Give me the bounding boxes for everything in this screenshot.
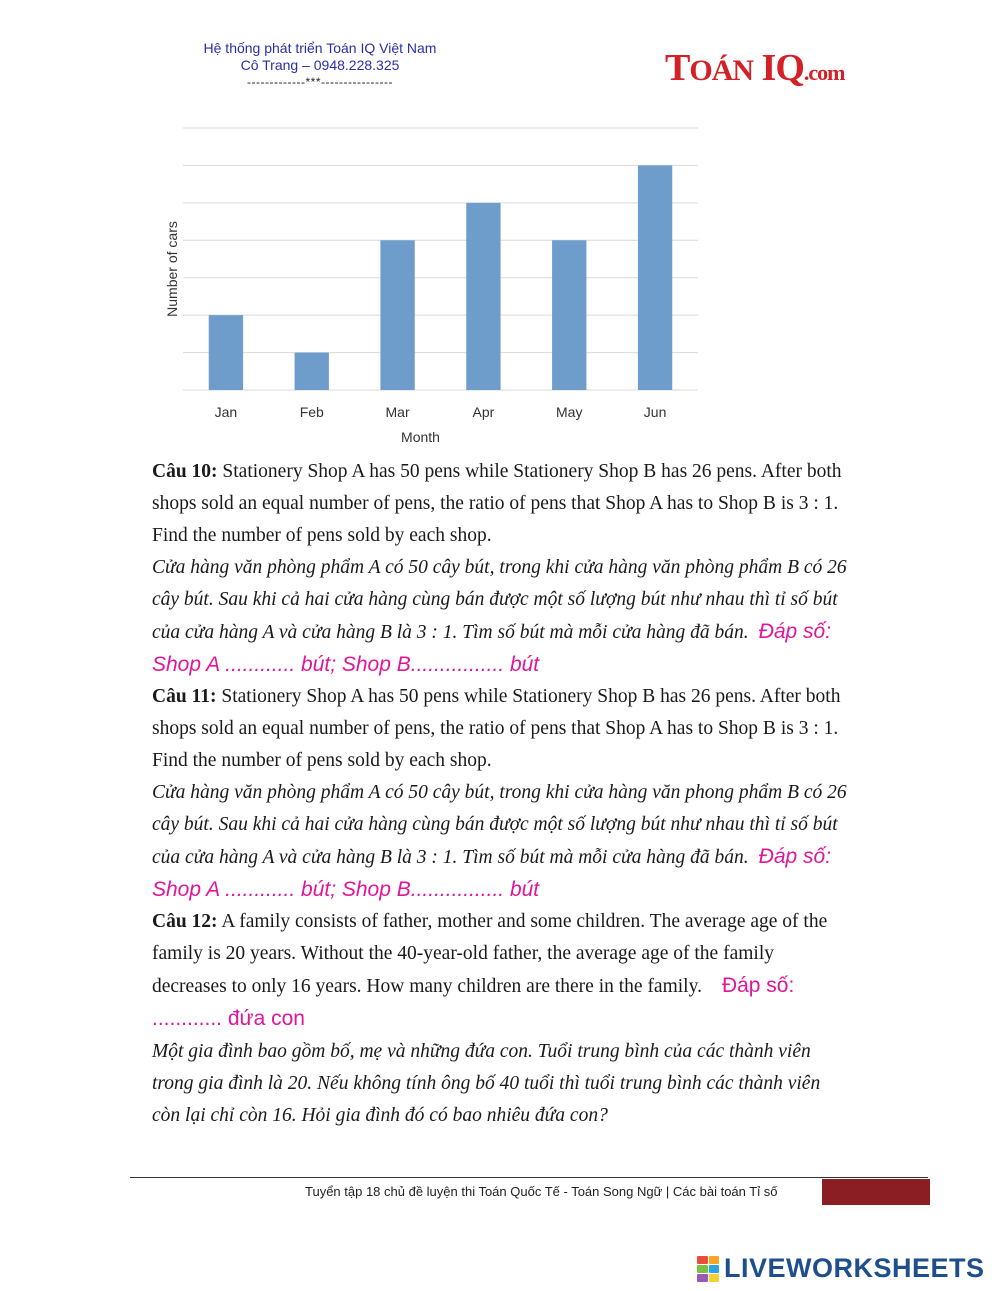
bar [380, 240, 414, 390]
answer-field[interactable]: Đáp số: Shop A ............ bút; Shop B................ bút [152, 620, 832, 676]
header-org: Hệ thống phát triển Toán IQ Việt Nam [203, 40, 437, 56]
bar [466, 203, 500, 390]
question-12 [152, 906, 852, 1132]
bar [295, 353, 329, 390]
question-text-en: Stationery Shop A has 50 pens while Stationery Shop B has 26 pens. After both shops sold an equal number of pens, the ratio of pens that Shop A has to Shop B is 3 : 1. Find the number of pens sold by each shop. [152, 686, 841, 771]
x-tick-label: Apr [472, 404, 495, 420]
header-contact [170, 40, 470, 91]
question-11 [152, 681, 852, 907]
question-text-vi: Cửa hàng văn phòng phẩm A có 50 cây bút, trong khi cửa hàng văn phong phẩm B có 26 cây bút. Sau khi cả hai cửa hàng cùng bán được một số lượng bút như nhau thì tỉ số bút của cửa hàng A và cửa hàng B là 3 : 1. Tìm số bút mà mỗi cửa hàng đã bán. [152, 782, 847, 868]
liveworksheets-text: LIVEWORKSHEETS [724, 1253, 985, 1283]
x-tick-label: Feb [299, 404, 324, 420]
header-teacher: Cô Trang – 0948.228.325 [240, 57, 400, 73]
question-10 [152, 456, 852, 682]
bar [552, 240, 586, 390]
footer-text: Tuyển tập 18 chủ đề luyện thi Toán Quốc Tế - Toán Song Ngữ | Các bài toán Tỉ số [305, 1184, 778, 1199]
header-separator: -------------***---------------- [247, 75, 393, 89]
question-label: Câu 12: [152, 911, 218, 932]
footer-divider [130, 1177, 928, 1178]
bar [638, 165, 672, 390]
liveworksheets-icon [697, 1256, 719, 1282]
liveworksheets-logo [697, 1253, 985, 1284]
x-tick-label: May [556, 404, 583, 420]
y-axis-label: Number of cars [164, 221, 180, 317]
x-axis-label: Month [401, 429, 440, 445]
question-text-en: A family consists of father, mother and some children. The average age of the family is 20 years. Without the 40-year-old father, the average age of the family decreases to only 16 years. How many children are there in the family. [152, 911, 828, 997]
toaniq-logo: TOÁN IQ.com [665, 47, 845, 89]
bar [209, 315, 243, 390]
answer-field[interactable]: Đáp số: Shop A ............ bút; Shop B................ bút [152, 845, 832, 901]
question-label: Câu 10: [152, 461, 218, 482]
question-text-vi: Cửa hàng văn phòng phẩm A có 50 cây bút, trong khi cửa hàng văn phòng phẩm B có 26 cây bút. Sau khi cả hai cửa hàng cùng bán được một số lượng bút như nhau thì tỉ số bút của cửa hàng A và cửa hàng B là 3 : 1. Tìm số bút mà mỗi cửa hàng đã bán. [152, 557, 847, 643]
footer-color-block [822, 1179, 930, 1205]
question-text-en: Stationery Shop A has 50 pens while Stationery Shop B has 26 pens. After both shops sold an equal number of pens, the ratio of pens that Shop A has to Shop B is 3 : 1. Find the number of pens sold by each shop. [152, 461, 842, 546]
bar-chart [150, 118, 710, 453]
x-tick-label: Jan [214, 404, 238, 420]
answer-field[interactable]: Đáp số: ............ đứa con [152, 974, 795, 1030]
x-tick-label: Mar [385, 404, 410, 420]
question-text-vi: Một gia đình bao gồm bố, mẹ và những đứa con. Tuổi trung bình của các thành viên trong gia đình là 20. Nếu không tính ông bố 40 tuổi thì tuổi trung bình các thành viên còn lại chỉ còn 16. Hỏi gia đình đó có bao nhiêu đứa con? [152, 1041, 821, 1126]
question-label: Câu 11: [152, 686, 217, 707]
x-tick-label: Jun [643, 404, 667, 420]
